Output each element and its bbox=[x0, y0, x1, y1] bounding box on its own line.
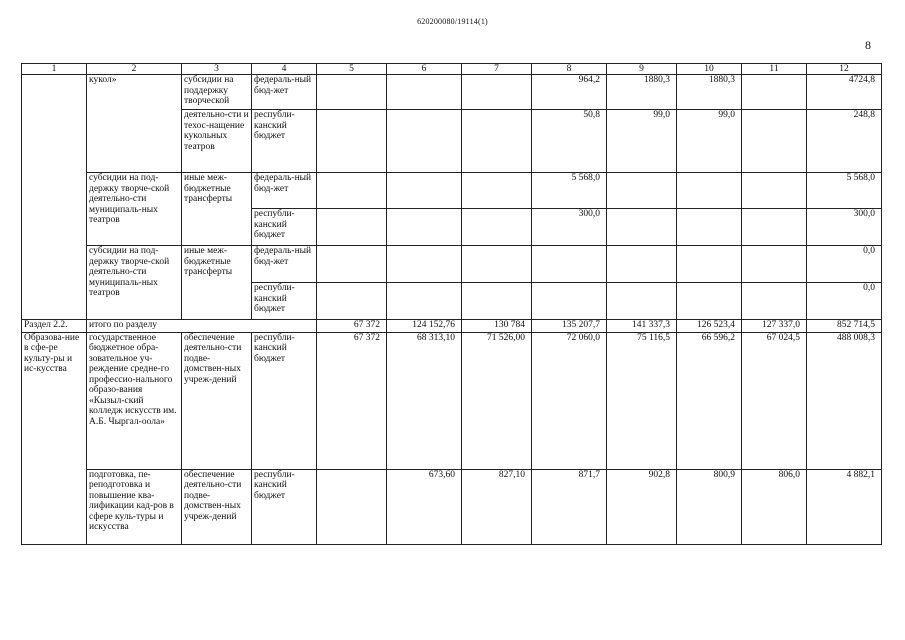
value-cell: 141 337,3 bbox=[607, 320, 677, 333]
header-cell: 7 bbox=[462, 64, 532, 75]
expense-type-cell: деятельно-сти и техос-нащение кукольных театров bbox=[182, 110, 252, 173]
value-cell bbox=[742, 209, 807, 246]
program-cell: кукол» bbox=[87, 75, 182, 173]
budget-source-cell: федераль-ный бюд-жет bbox=[252, 173, 317, 209]
table-row bbox=[22, 246, 882, 283]
value-cell bbox=[677, 173, 742, 209]
value-cell bbox=[317, 173, 387, 209]
total-cell: 0,0 bbox=[807, 246, 882, 283]
value-cell: 1880,3 bbox=[677, 75, 742, 110]
value-cell bbox=[387, 75, 462, 110]
value-cell: 300,0 bbox=[532, 209, 607, 246]
value-cell bbox=[462, 283, 532, 320]
value-cell bbox=[317, 246, 387, 283]
header-cell: 10 bbox=[677, 64, 742, 75]
table-row bbox=[22, 75, 882, 110]
value-cell: 66 596,2 bbox=[677, 332, 742, 469]
value-cell: 67 024,5 bbox=[742, 332, 807, 469]
value-cell bbox=[742, 246, 807, 283]
value-cell bbox=[677, 209, 742, 246]
value-cell: 50,8 bbox=[532, 110, 607, 173]
document-id: 620200080/19114(1) bbox=[417, 17, 488, 26]
value-cell: 124 152,76 bbox=[387, 320, 462, 333]
value-cell bbox=[607, 283, 677, 320]
header-cell: 11 bbox=[742, 64, 807, 75]
value-cell: 130 784 bbox=[462, 320, 532, 333]
program-cell: подготовка, пе-реподготовка и повышение ква-лификации кад-ров в сфере куль-туры и искусства bbox=[87, 469, 182, 544]
value-cell bbox=[387, 283, 462, 320]
value-cell bbox=[317, 75, 387, 110]
value-cell bbox=[532, 283, 607, 320]
value-cell bbox=[387, 246, 462, 283]
expense-type-cell: обеспечение деятельно-сти подве-домствен-ных учреж-дений bbox=[182, 469, 252, 544]
value-cell: 126 523,4 bbox=[677, 320, 742, 333]
value-cell bbox=[387, 209, 462, 246]
value-cell: 5 568,0 bbox=[532, 173, 607, 209]
value-cell bbox=[677, 246, 742, 283]
value-cell bbox=[387, 110, 462, 173]
value-cell bbox=[317, 110, 387, 173]
section-total-label: итого по разделу bbox=[87, 320, 317, 333]
value-cell: 1880,3 bbox=[607, 75, 677, 110]
value-cell bbox=[742, 283, 807, 320]
value-cell: 135 207,7 bbox=[532, 320, 607, 333]
value-cell: 127 337,0 bbox=[742, 320, 807, 333]
value-cell: 72 060,0 bbox=[532, 332, 607, 469]
value-cell: 71 526,00 bbox=[462, 332, 532, 469]
value-cell: 964,2 bbox=[532, 75, 607, 110]
value-cell: 871,7 bbox=[532, 469, 607, 544]
section-label-cell: Раздел 2.2. bbox=[22, 320, 87, 333]
value-cell bbox=[462, 110, 532, 173]
value-cell: 99,0 bbox=[607, 110, 677, 173]
budget-source-cell: республи-канский бюджет bbox=[252, 110, 317, 173]
header-cell: 12 bbox=[807, 64, 882, 75]
value-cell bbox=[317, 469, 387, 544]
program-cell: государственное бюджетное обра-зовательное уч-реждение средне-го профессио-нального образо-вания «Кызыл-ский колледж искусств им. А.Б. Чыргал-оола» bbox=[87, 332, 182, 469]
header-cell: 6 bbox=[387, 64, 462, 75]
value-cell bbox=[607, 209, 677, 246]
value-cell bbox=[462, 209, 532, 246]
total-cell: 488 008,3 bbox=[807, 332, 882, 469]
expense-type-cell: иные меж-бюджетные трансферты bbox=[182, 246, 252, 320]
value-cell bbox=[742, 75, 807, 110]
budget-source-cell: федераль-ный бюд-жет bbox=[252, 75, 317, 110]
header-cell: 9 bbox=[607, 64, 677, 75]
value-cell bbox=[317, 283, 387, 320]
value-cell: 673,60 bbox=[387, 469, 462, 544]
total-cell: 4 882,1 bbox=[807, 469, 882, 544]
table-row bbox=[22, 173, 882, 209]
program-cell: субсидии на под-держку творче-ской деятельно-сти муниципаль-ных театров bbox=[87, 246, 182, 320]
value-cell bbox=[317, 209, 387, 246]
header-cell: 3 bbox=[182, 64, 252, 75]
expense-type-cell: иные меж-бюджетные трансферты bbox=[182, 173, 252, 246]
table-row-section-total bbox=[22, 320, 882, 333]
total-cell: 300,0 bbox=[807, 209, 882, 246]
page-number: 8 bbox=[865, 38, 871, 52]
value-cell bbox=[677, 283, 742, 320]
header-cell: 8 bbox=[532, 64, 607, 75]
expense-type-cell: субсидии на поддержку творческой bbox=[182, 75, 252, 110]
value-cell bbox=[462, 246, 532, 283]
value-cell bbox=[742, 173, 807, 209]
budget-source-cell: республи-канский бюджет bbox=[252, 469, 317, 544]
section-cell-empty bbox=[22, 75, 87, 320]
budget-source-cell: республи-канский бюджет bbox=[252, 209, 317, 246]
value-cell: 75 116,5 bbox=[607, 332, 677, 469]
table-row bbox=[22, 469, 882, 544]
value-cell: 68 313,10 bbox=[387, 332, 462, 469]
header-row bbox=[22, 64, 882, 75]
header-cell: 4 bbox=[252, 64, 317, 75]
value-cell bbox=[742, 110, 807, 173]
value-cell: 99,0 bbox=[677, 110, 742, 173]
value-cell bbox=[462, 173, 532, 209]
value-cell bbox=[387, 173, 462, 209]
value-cell bbox=[607, 246, 677, 283]
value-cell bbox=[607, 173, 677, 209]
value-cell: 827,10 bbox=[462, 469, 532, 544]
table-row bbox=[22, 332, 882, 469]
program-cell: субсидии на под-держку творче-ской деятельно-сти муниципаль-ных театров bbox=[87, 173, 182, 246]
header-cell: 5 bbox=[317, 64, 387, 75]
header-cell: 1 bbox=[22, 64, 87, 75]
value-cell bbox=[462, 75, 532, 110]
budget-source-cell: республи-канский бюджет bbox=[252, 283, 317, 320]
section-title-cell: Образова-ние в сфе-ре культу-ры и ис-кусства bbox=[22, 332, 87, 544]
total-cell: 4724,8 bbox=[807, 75, 882, 110]
value-cell: 67 372 bbox=[317, 320, 387, 333]
budget-source-cell: республи-канский бюджет bbox=[252, 332, 317, 469]
total-cell: 0,0 bbox=[807, 283, 882, 320]
value-cell: 67 372 bbox=[317, 332, 387, 469]
value-cell: 800,9 bbox=[677, 469, 742, 544]
expense-type-cell: обеспечение деятельно-сти подве-домствен-ных учреж-дений bbox=[182, 332, 252, 469]
budget-table bbox=[21, 63, 882, 545]
value-cell: 902,8 bbox=[607, 469, 677, 544]
total-cell: 248,8 bbox=[807, 110, 882, 173]
value-cell bbox=[532, 246, 607, 283]
total-cell: 852 714,5 bbox=[807, 320, 882, 333]
budget-source-cell: федераль-ный бюд-жет bbox=[252, 246, 317, 283]
total-cell: 5 568,0 bbox=[807, 173, 882, 209]
header-cell: 2 bbox=[87, 64, 182, 75]
value-cell: 806,0 bbox=[742, 469, 807, 544]
